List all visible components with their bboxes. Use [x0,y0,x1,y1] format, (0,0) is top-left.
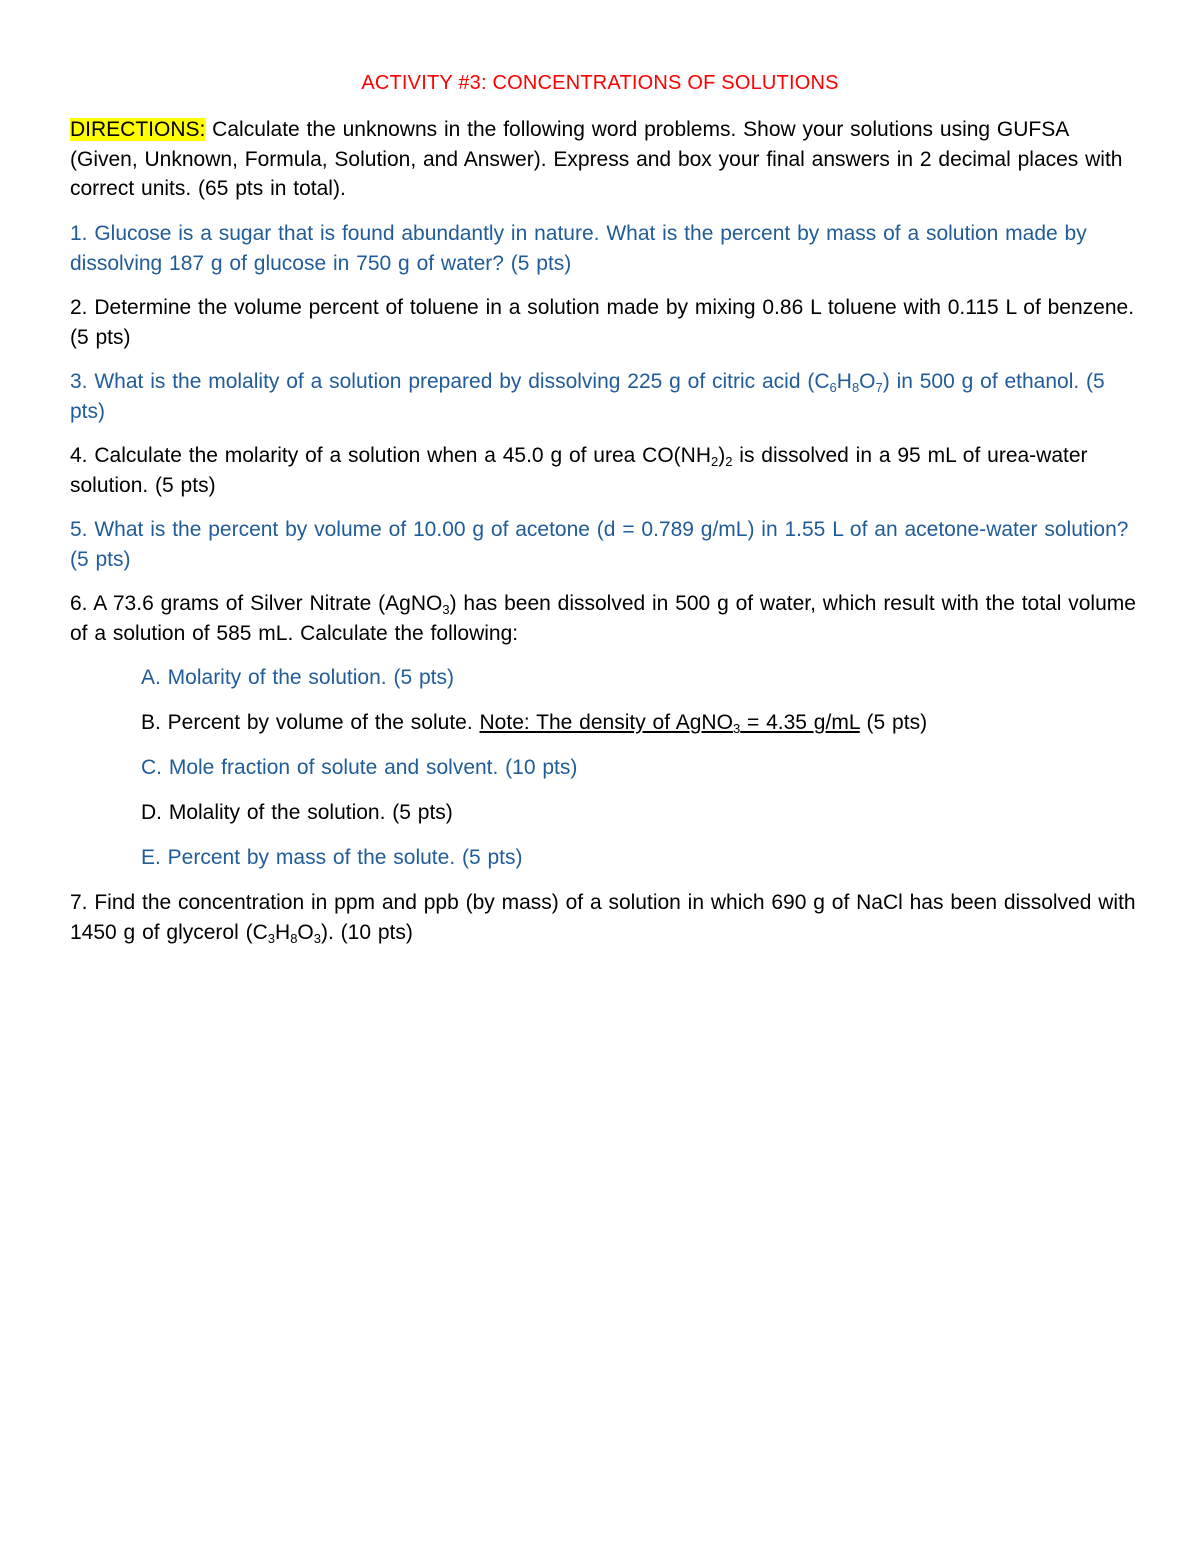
question-3: 3. What is the molality of a solution prepared by dissolving 225 g of citric acid $(C_6H_8O_7)$ in 500 g of ethanol. (5 pts) [70,370,1105,423]
directions-paragraph [70,115,1140,204]
question-6-item-e: E. Percent by mass of the solute. (5 pts) [141,846,523,869]
question-1: 1. Glucose is a sugar that is found abundantly in nature. What is the percent by mass of a solution made by dissolving 187 g of glucose in 750 g of water? (5 pts) [70,222,1087,275]
directions-text: Calculate the unknowns in the following word problems. Show your solutions using GUFSA (Given, Unknown, Formula, Solution, and Answer). Express and box your final answers in 2 decimal places with correct units. (65 pts in total). [70,118,1123,200]
question-7: 7. Find the concentration in ppm and ppb (by mass) of a solution in which 690 g of NaCl has been dissolved with 1450 g of glycerol $(C_3H_8O_3)$. (10 pts) [70,891,1136,946]
directions-label: DIRECTIONS: [70,118,206,141]
question-6-item-d: D. Molality of the solution. (5 pts) [141,801,453,824]
question-6-item-b: B. Percent by volume of the solute. Note: The density of AgNO$_3$ = 4.35 g/mL (5 pts) [141,711,928,736]
question-6-item-a: A. Molarity of the solution. (5 pts) [141,666,454,689]
density-note: Note: The density of AgNO$_3$ = 4.35 g/mL [479,711,860,736]
question-6: 6. A 73.6 grams of Silver Nitrate (AgNO$_3$) has been dissolved in 500 g of water, which result with the total volume of a solution of 585 mL. Calculate the following: [70,592,1136,645]
question-4: 4. Calculate the molarity of a solution when a 45.0 g of urea $CO(NH_2)_2$ is dissolved in a 95 mL of urea-water solution. (5 pts) [70,444,1088,497]
question-5: 5. What is the percent by volume of 10.00 g of acetone (d = 0.789 g/mL) in 1.55 L of an acetone-water solution? (5 pts) [70,518,1129,571]
question-6-item-c: C. Mole fraction of solute and solvent. (10 pts) [141,756,578,779]
question-2: 2. Determine the volume percent of toluene in a solution made by mixing 0.86 L toluene with 0.115 L of benzene. (5 pts) [70,296,1135,349]
activity-title: ACTIVITY #3: CONCENTRATIONS OF SOLUTIONS [361,72,839,94]
